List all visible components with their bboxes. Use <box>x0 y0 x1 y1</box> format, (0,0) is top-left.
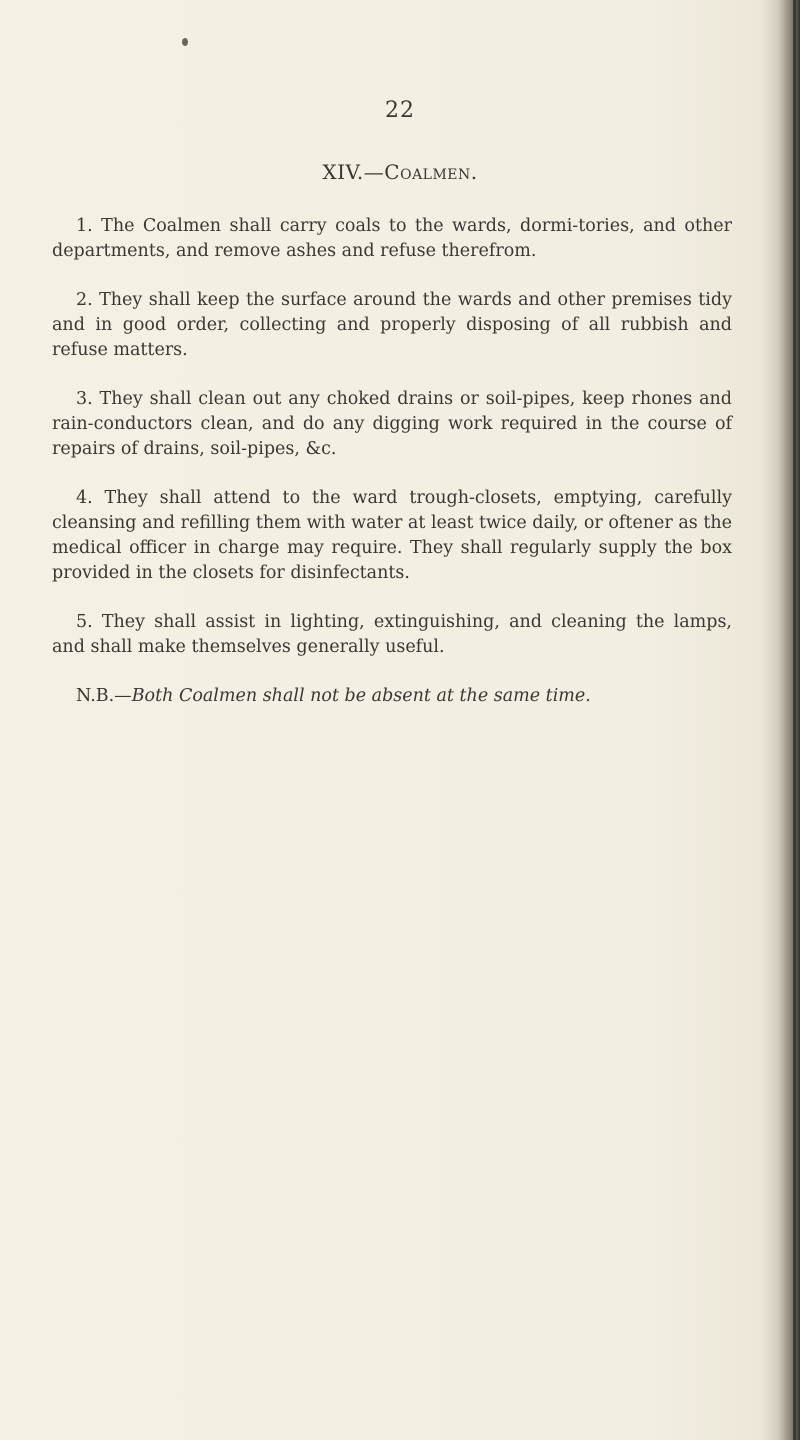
note-prefix: N.B.— <box>76 686 132 706</box>
nota-bene-note <box>52 684 732 709</box>
rule-paragraph-3: 3. They shall clean out any choked drains or soil-pipes, keep rhones and rain-conductors clean, and do any digging work required in the course of repairs of drains, soil-pipes, &c. <box>52 389 732 459</box>
page-edge-line <box>793 0 796 1440</box>
ink-dot-mark <box>182 38 188 46</box>
note-text: Both Coalmen shall not be absent at the same time. <box>131 686 591 706</box>
section-heading: XIV.—Coalmen. <box>322 160 478 184</box>
rule-paragraph-5: 5. They shall assist in lighting, extinguishing, and cleaning the lamps, and shall make themselves generally useful. <box>52 612 732 657</box>
rule-paragraph-4: 4. They shall attend to the ward trough-closets, emptying, carefully cleansing and refilling them with water at least twice daily, or oftener as the medical officer in charge may require. They shall regularly supply the box provided in the closets for disinfectants. <box>52 488 732 583</box>
page-number: 22 <box>385 98 415 123</box>
rule-paragraph-1: 1. The Coalmen shall carry coals to the wards, dormi-tories, and other departments, and remove ashes and refuse therefrom. <box>52 216 732 261</box>
rule-paragraph-2: 2. They shall keep the surface around the wards and other premises tidy and in good order, collecting and properly disposing of all rubbish and refuse matters. <box>52 290 732 360</box>
section-body <box>52 214 732 709</box>
